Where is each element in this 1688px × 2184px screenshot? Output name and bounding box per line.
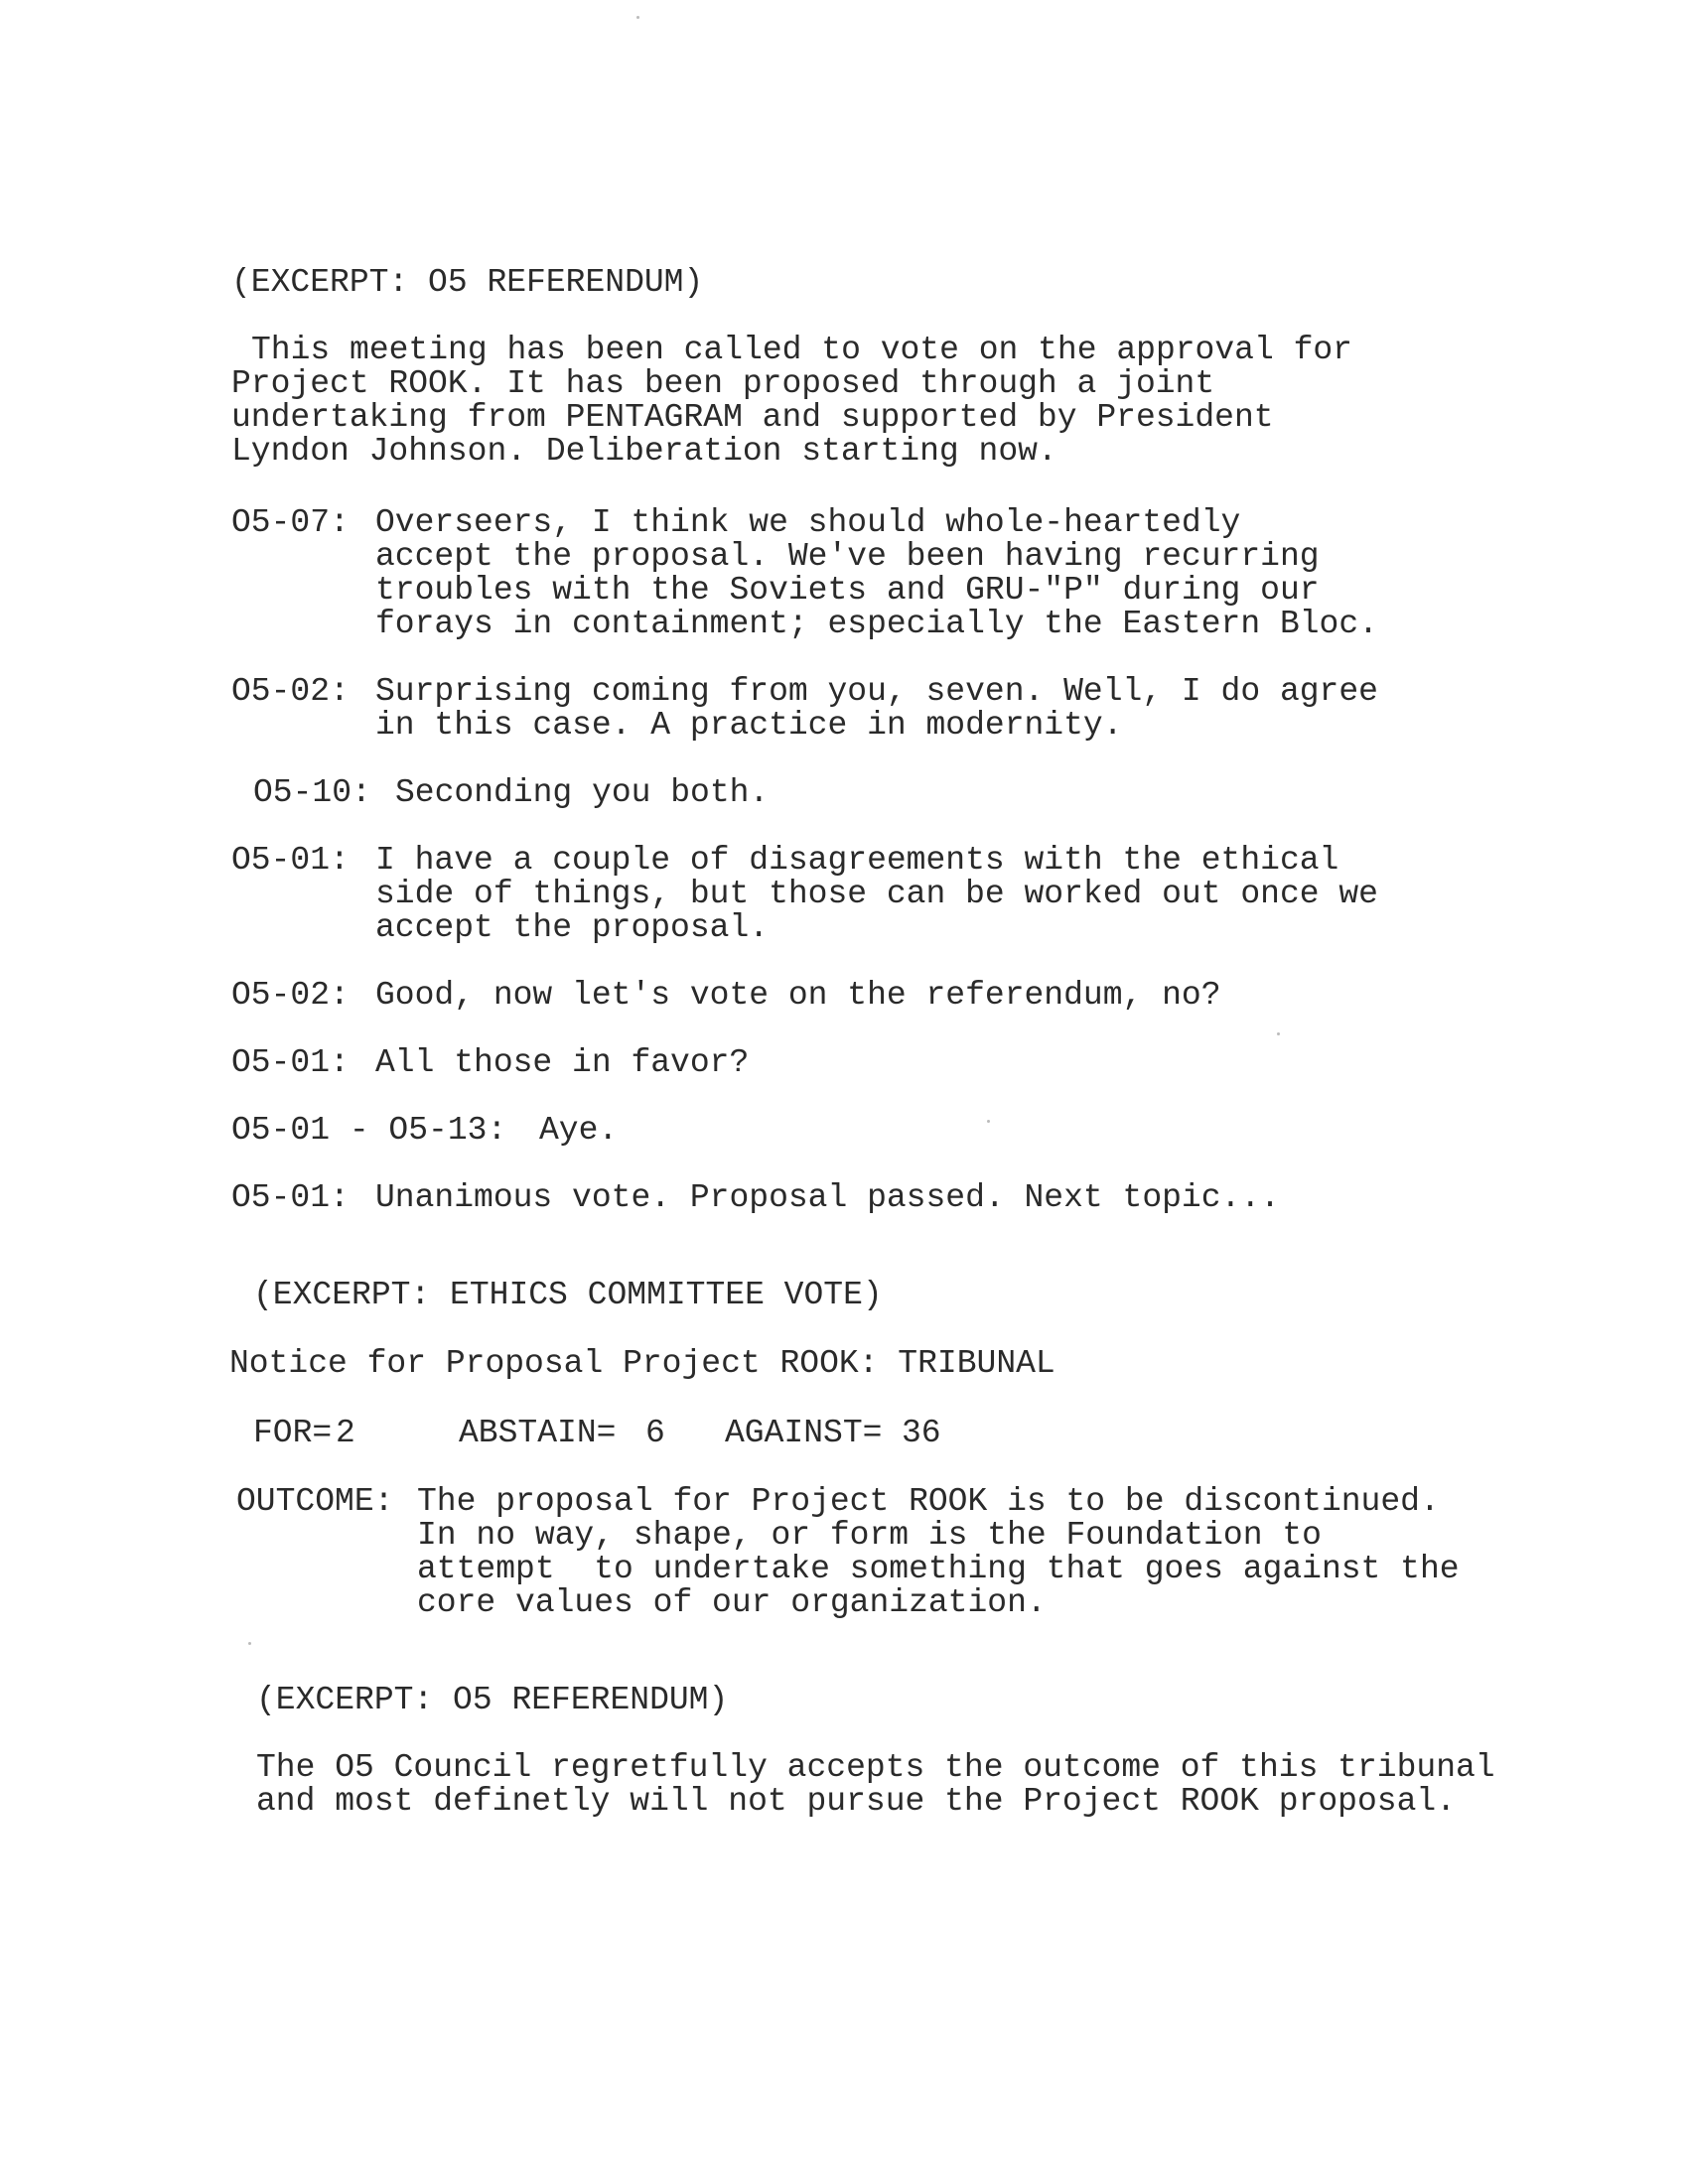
vote-for-count: 2 xyxy=(336,1415,355,1451)
statement-line: accept the proposal. xyxy=(375,909,770,946)
scan-speck xyxy=(636,16,639,19)
statement-line: forays in containment; especially the Eastern Bloc. xyxy=(375,606,1378,642)
excerpt-heading-ethics: (EXCERPT: ETHICS COMMITTEE VOTE) xyxy=(253,1277,883,1313)
intro-line-3: undertaking from PENTAGRAM and supported by President xyxy=(231,399,1274,436)
outcome-line-3: attempt to undertake something that goes against the xyxy=(417,1551,1460,1587)
statement-line: accept the proposal. We've been having recurring xyxy=(375,538,1320,575)
outcome-line-1: The proposal for Project ROOK is to be discontinued. xyxy=(417,1483,1440,1520)
excerpt-heading-referendum-1: (EXCERPT: O5 REFERENDUM) xyxy=(231,264,704,301)
speaker-o5-07: O5-07: xyxy=(231,504,350,541)
statement-line: Unanimous vote. Proposal passed. Next topic... xyxy=(375,1179,1280,1216)
statement-line: All those in favor? xyxy=(375,1044,750,1081)
scan-speck xyxy=(248,1642,251,1645)
speaker-o5-10: O5-10: xyxy=(253,774,371,811)
vote-abstain-label: ABSTAIN= xyxy=(459,1415,617,1451)
statement-line: Surprising coming from you, seven. Well, I do agree xyxy=(375,673,1378,710)
outcome-label: OUTCOME: xyxy=(236,1483,394,1520)
statement-line: Overseers, I think we should whole-heartedly xyxy=(375,504,1241,541)
intro-line-1: This meeting has been called to vote on the approval for xyxy=(251,332,1352,368)
statement-line: Seconding you both. xyxy=(395,774,770,811)
intro-line-4: Lyndon Johnson. Deliberation starting now. xyxy=(231,433,1057,470)
intro-line-2: Project ROOK. It has been proposed through a joint xyxy=(231,365,1215,402)
closing-line-1: The O5 Council regretfully accepts the outcome of this tribunal xyxy=(256,1749,1495,1786)
statement-line: in this case. A practice in modernity. xyxy=(375,707,1123,744)
vote-against-label: AGAINST= xyxy=(725,1415,883,1451)
vote-abstain-count: 6 xyxy=(645,1415,665,1451)
speaker-o5-02: O5-02: xyxy=(231,673,350,710)
statement-line: troubles with the Soviets and GRU-"P" during our xyxy=(375,572,1320,609)
statement-line: I have a couple of disagreements with the ethical xyxy=(375,842,1339,879)
scan-speck xyxy=(1277,1032,1280,1035)
closing-line-2: and most definetly will not pursue the Project ROOK proposal. xyxy=(256,1783,1456,1820)
outcome-line-2: In no way, shape, or form is the Foundation to xyxy=(417,1517,1322,1554)
speaker-o5-01: O5-01: xyxy=(231,1044,350,1081)
statement-line: side of things, but those can be worked out once we xyxy=(375,876,1378,912)
tribunal-notice: Notice for Proposal Project ROOK: TRIBUNAL xyxy=(229,1345,1055,1382)
excerpt-heading-referendum-2: (EXCERPT: O5 REFERENDUM) xyxy=(256,1682,729,1718)
outcome-line-4: core values of our organization. xyxy=(417,1584,1047,1621)
speaker-o5-01: O5-01: xyxy=(231,1179,350,1216)
statement-line: Good, now let's vote on the referendum, no? xyxy=(375,977,1221,1014)
speaker-o5-02: O5-02: xyxy=(231,977,350,1014)
speaker-o5-01-to-o5-13: O5-01 - O5-13: xyxy=(231,1112,507,1149)
vote-against-count: 36 xyxy=(902,1415,941,1451)
vote-for-label: FOR= xyxy=(253,1415,333,1451)
scan-speck xyxy=(987,1120,990,1123)
statement-line: Aye. xyxy=(539,1112,619,1149)
speaker-o5-01: O5-01: xyxy=(231,842,350,879)
